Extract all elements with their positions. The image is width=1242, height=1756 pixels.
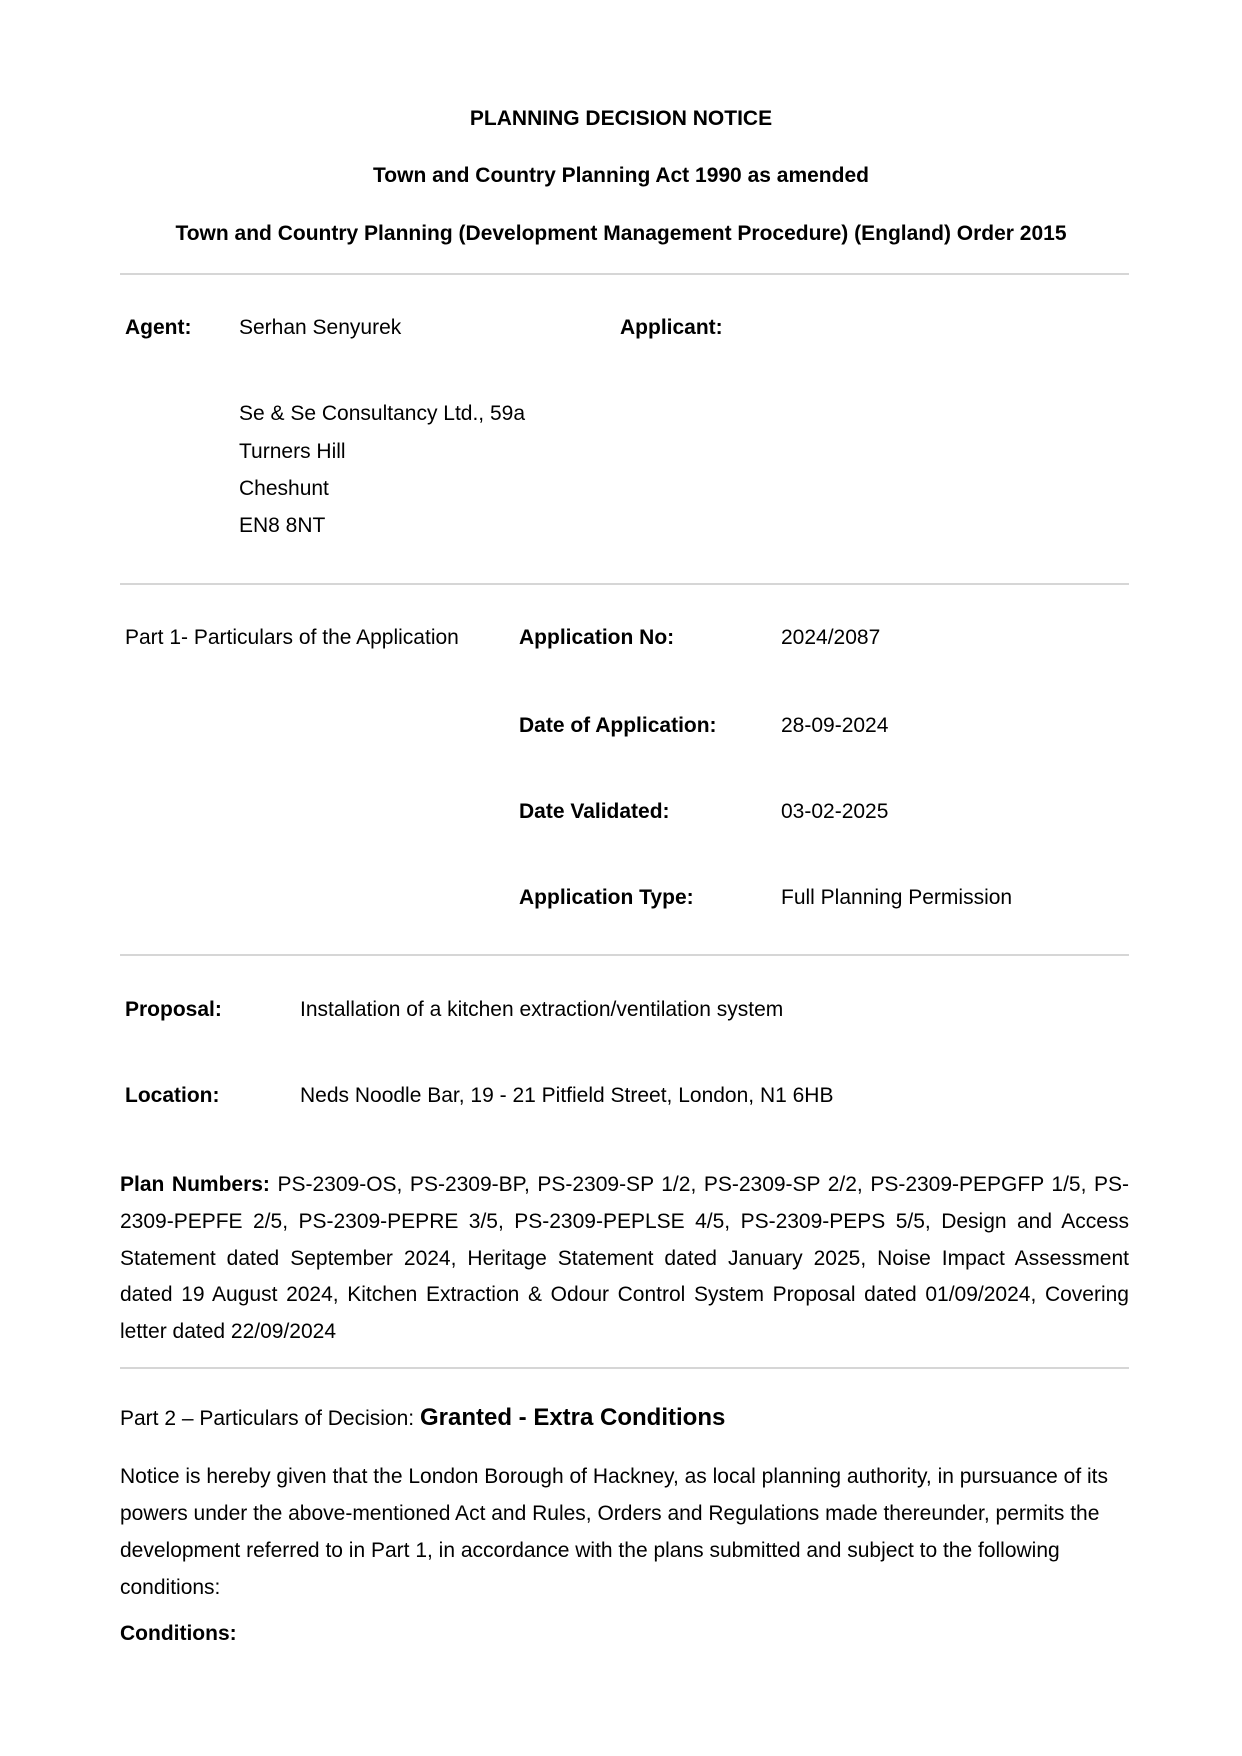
proposal-label: Proposal: xyxy=(125,998,222,1021)
date-validated-value: 03-02-2025 xyxy=(781,800,889,823)
part1-heading: Part 1- Particulars of the Application xyxy=(125,626,459,649)
agent-address-line: Cheshunt xyxy=(239,477,329,500)
date-of-application-value: 28-09-2024 xyxy=(781,714,889,737)
divider xyxy=(120,273,1129,275)
date-of-application-label: Date of Application: xyxy=(519,714,717,737)
plan-numbers-label: Plan Numbers: xyxy=(120,1173,270,1196)
location-value: Neds Noodle Bar, 19 - 21 Pitfield Street, London, N1 6HB xyxy=(300,1084,834,1107)
decision-status: Granted - Extra Conditions xyxy=(419,1404,726,1431)
part2-heading-text: Part 2 – Particulars of Decision: xyxy=(120,1407,420,1430)
agent-name: Serhan Senyurek xyxy=(239,316,402,339)
date-validated-label: Date Validated: xyxy=(519,800,670,823)
application-no-label: Application No: xyxy=(519,626,675,649)
application-type-value: Full Planning Permission xyxy=(781,886,1013,909)
conditions-heading: Conditions: xyxy=(120,1622,237,1645)
order-subtitle: Town and Country Planning (Development Management Procedure) (England) Order 2015 xyxy=(175,222,1067,245)
part2-heading xyxy=(120,1404,725,1432)
plan-numbers-text: PS-2309-OS, PS-2309-BP, PS-2309-SP 1/2, PS-2309-SP 2/2, PS-2309-PEPGFP 1/5, PS-2309-PEPFE 2/5, PS-2309-PEPRE 3/5, PS-2309-PEPLSE 4/5, PS-2309-PEPS 5/5, Design and Access Statement dated September 2024, Heritage Statement dated January 2025, Noise Impact Assessment dated 19 August 2024, Kitchen Extraction & Odour Control System Proposal dated 01/09/2024, Covering letter dated 22/09/2024 xyxy=(120,1173,1129,1344)
plan-numbers xyxy=(120,1167,1129,1351)
decision-notice-text: Notice is hereby given that the London Borough of Hackney, as local planning authority, in pursuance of its powers under the above-mentioned Act and Rules, Orders and Regulations made thereunder, permits the development referred to in Part 1, in accordance with the plans submitted and subject to the following conditions: xyxy=(120,1465,1108,1599)
proposal-value: Installation of a kitchen extraction/ventilation system xyxy=(300,998,784,1021)
agent-label: Agent: xyxy=(125,316,192,339)
application-type-label: Application Type: xyxy=(519,886,694,909)
agent-address-line: Turners Hill xyxy=(239,440,346,463)
agent-address-line: EN8 8NT xyxy=(239,514,326,537)
document-title: PLANNING DECISION NOTICE xyxy=(469,107,773,130)
divider xyxy=(120,583,1129,585)
applicant-label: Applicant: xyxy=(620,316,723,339)
divider xyxy=(120,954,1129,956)
agent-address-line: Se & Se Consultancy Ltd., 59a xyxy=(239,402,526,425)
act-subtitle: Town and Country Planning Act 1990 as amended xyxy=(373,164,869,187)
location-label: Location: xyxy=(125,1084,220,1107)
application-no-value: 2024/2087 xyxy=(781,626,881,649)
divider xyxy=(120,1367,1129,1369)
